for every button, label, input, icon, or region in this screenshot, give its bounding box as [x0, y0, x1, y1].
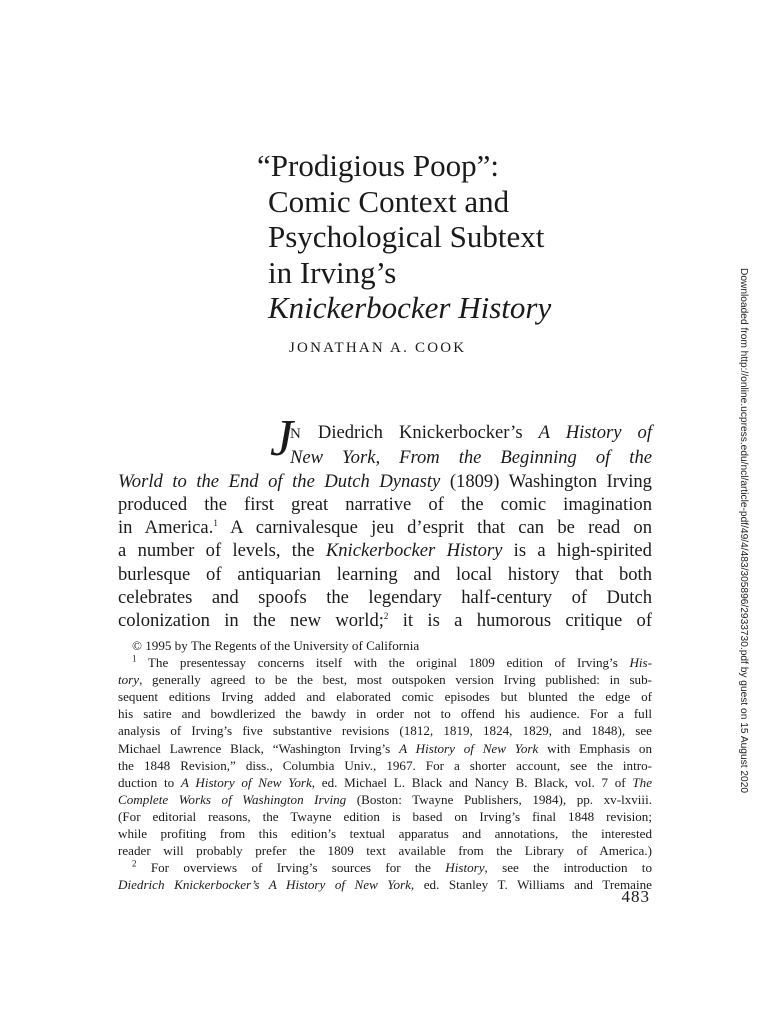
- body-line: a number of levels, the Knickerbocker History is a high-spirited: [118, 540, 652, 562]
- footnote-line: the 1848 Revision,” diss., Columbia Univ., 1967. For a shorter account, see the intro-: [118, 757, 652, 773]
- footnotes: [118, 637, 652, 893]
- body-line: World to the End of the Dutch Dynasty (1809) Washington Irving: [118, 470, 652, 492]
- body-line: burlesque of antiquarian learning and local history that both: [118, 563, 652, 585]
- title-line: Psychological Subtext: [268, 219, 545, 254]
- footnote-line: $^2$ For overviews of Irving’s sources for the History, see the introduction to: [132, 858, 652, 876]
- body-line: produced the first great narrative of the comic imagination: [118, 493, 652, 515]
- body-line: celebrates and spoofs the legendary half-century of Dutch: [118, 587, 652, 609]
- footnote-line: Complete Works of Washington Irving (Boston: Twayne Publishers, 1984), pp. xv-lxviii.: [118, 791, 652, 807]
- footnote-mark: 2: [132, 858, 137, 869]
- footnote-line: Diedrich Knickerbocker’s A History of New York, ed. Stanley T. Williams and Tremaine: [118, 877, 652, 893]
- footnote-line: his satire and bowdlerized the bawdy in order not to offend his audience. For a full: [118, 706, 652, 722]
- title-line: “Prodigious Poop”:: [257, 148, 499, 183]
- footnote-line: tory, generally agreed to be the best, most outspoken version Irving published: in sub-: [118, 672, 652, 688]
- article-title: [257, 148, 668, 326]
- footnote-line: analysis of Irving’s five substantive revisions (1812, 1819, 1824, 1829, and 1848), see: [118, 723, 652, 739]
- body-line: in America.$^1$ A carnivalesque jeu d’esprit that can be read on: [118, 517, 652, 539]
- body-paragraph: [118, 421, 652, 633]
- body-line: colonization in the new world;$^2$ it is a humorous critique of: [118, 610, 653, 632]
- page-number: 483: [621, 887, 650, 906]
- body-line: New York, From the Beginning of the: [290, 447, 652, 469]
- body-line: N Diedrich Knickerbocker’s A History of: [290, 422, 652, 443]
- copyright-line: © 1995 by The Regents of the University of California: [132, 638, 420, 653]
- drop-cap: J: [270, 410, 294, 467]
- download-watermark[interactable]: Downloaded from http://online.ucpress.edu/ncl/article-pdf/49/4/483/305896/2933730.pdf by guest on 15 August 2020: [738, 268, 749, 794]
- footnote-line: $^1$ The presentessay concerns itself with the original 1809 edition of Irving’s His-: [132, 653, 652, 671]
- author-byline: JONATHAN A. COOK: [289, 340, 467, 356]
- title-line: Comic Context and: [268, 183, 510, 219]
- footnote-line: duction to A History of New York, ed. Michael L. Black and Nancy B. Black, vol. 7 of The: [118, 774, 652, 790]
- title-line: in Irving’s: [268, 254, 397, 290]
- footnote-line: sequent editions Irving added and elaborated comic episodes but blunted the edge of: [118, 689, 652, 705]
- footnote-mark: 1: [132, 653, 137, 664]
- footnote-ref[interactable]: 1: [213, 518, 218, 528]
- footnote-line: (For editorial reasons, the Twayne edition is based on Irving’s final 1848 revision;: [118, 808, 652, 824]
- title-line-italic: Knickerbocker History: [268, 290, 552, 325]
- footnote-line: while profiting from this edition’s textual apparatus and annotations, the interested: [118, 826, 652, 842]
- footnote-line: Michael Lawrence Black, “Washington Irving’s A History of New York with Emphasis on: [118, 740, 652, 756]
- footnote-line: reader will probably prefer the 1809 text available from the Library of America.): [118, 843, 652, 859]
- footnote-ref[interactable]: 2: [383, 611, 389, 622]
